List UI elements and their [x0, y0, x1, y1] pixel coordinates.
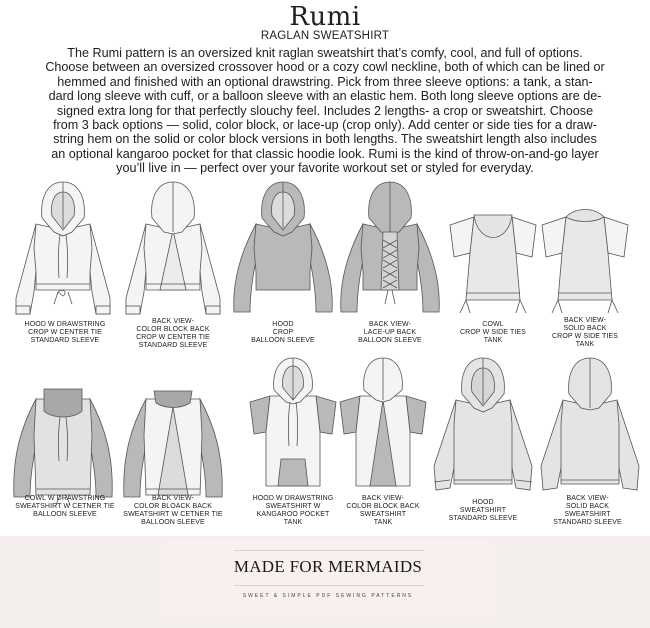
hoodie-back-illustration-icon — [118, 180, 228, 320]
garment-hood-crop-balloon — [228, 180, 338, 320]
brand-logo — [162, 539, 494, 615]
footer-banner — [0, 536, 650, 628]
garment-solid-back-sweatshirt — [535, 356, 645, 496]
garment-caption: BACK VIEW- SOLID BACK SWEATSHIRT STANDARD SLEEVE — [553, 495, 622, 526]
garment-hood-kangaroo-tank — [248, 356, 338, 491]
hoodie-illustration-icon — [228, 180, 338, 320]
garment-caption: BACK VIEW- SOLID BACK CROP W SIDE TIES TANK — [552, 317, 618, 348]
description-line: dard long sleeve with cuff, or a balloon sleeve with an elastic hem. Both long sleeve options are de- — [48, 89, 602, 104]
garment-cowl-sweatshirt — [8, 385, 118, 505]
garment-colorblock-back-tank — [338, 356, 428, 491]
garment-cowl-crop-tank — [448, 205, 538, 315]
hoodie-tank-back-illustration-icon — [338, 356, 428, 491]
sweatshirt-back-illustration-icon — [118, 385, 228, 505]
garment-hood-sweatshirt — [428, 356, 538, 496]
page-title: Rumi — [289, 2, 361, 32]
divider — [234, 585, 424, 586]
description-line: signed extra long for that perfectly slouchy feel. Includes 2 lengths- a crop or sweatshirt. Choose — [56, 103, 594, 118]
hoodie-back-illustration-icon — [535, 356, 645, 496]
garment-caption: HOOD W DRAWSTRING SWEATSHIRT W KANGAROO POCKET TANK — [252, 495, 334, 526]
brand-name: MADE FOR MERMAIDS — [233, 557, 423, 576]
garment-colorblock-back-crop — [118, 180, 228, 320]
divider — [234, 550, 424, 551]
hoodie-illustration-icon — [428, 356, 538, 496]
tank-illustration-icon — [448, 205, 538, 315]
description-line: hemmed and finished with an optional drawstring. Pick from three sleeve options: a tank, a stan- — [57, 74, 593, 89]
tank-back-illustration-icon — [540, 205, 630, 315]
description-line: from 3 back options — solid, color block, or lace-up (crop only). Add center or side ties for a draw- — [53, 118, 597, 133]
brand-tagline: SWEET & SIMPLE PDF SEWING PATTERNS — [242, 593, 414, 599]
hoodie-illustration-icon — [8, 180, 118, 320]
garment-caption: BACK VIEW- LACE-UP BACK BALLOON SLEEVE — [358, 321, 422, 344]
description-line: you’ll live in — perfect over your favorite workout set or styled for everyday. — [116, 161, 534, 176]
garment-caption: BACK VIEW- COLOR BLOCK BACK CROP W CENTER TIE STANDARD SLEEVE — [136, 318, 210, 349]
sweatshirt-illustration-icon — [8, 385, 118, 505]
garment-caption: BACK VIEW- COLOR BLOCK BACK SWEATSHIRT TANK — [346, 495, 420, 526]
hoodie-tank-illustration-icon — [248, 356, 338, 491]
description-line: an optional kangaroo pocket for that classic hoodie look. Rumi is the kind of throw-on-and-go layer — [51, 146, 599, 161]
description-line: string hem on the solid or color block versions in both lengths. The sweatshirt length also includes — [53, 132, 597, 147]
page-subtitle: RAGLAN SWEATSHIRT — [260, 30, 390, 42]
garment-hood-crop-front — [8, 180, 118, 320]
description — [16, 46, 634, 176]
garment-caption: HOOD W DRAWSTRING CROP W CENTER TIE STANDARD SLEEVE — [24, 321, 106, 344]
description-line: Choose between an oversized crossover hood or a cozy cowl neckline, both of which can be lined or — [45, 60, 605, 75]
garment-caption: HOOD CROP BALLOON SLEEVE — [251, 321, 315, 344]
hoodie-back-illustration-icon — [335, 180, 445, 320]
garment-caption: COWL CROP W SIDE TIES TANK — [460, 321, 526, 344]
garment-laceup-back — [335, 180, 445, 320]
garment-colorblock-back-sweatshirt — [118, 385, 228, 505]
garment-caption: HOOD SWEATSHIRT STANDARD SLEEVE — [448, 499, 518, 522]
garment-caption: BACK VIEW- COLOR BLOACK BACK SWEATSHIRT W CETNER TIE BALLOON SLEEVE — [123, 495, 223, 526]
description-line: The Rumi pattern is an oversized knit raglan sweatshirt that’s comfy, cool, and full of options. — [67, 46, 583, 60]
garment-solid-back-crop-tank — [540, 205, 630, 315]
garment-caption: COWL W DRAWSTRING SWEATSHIRT W CETNER TIE BALLOON SLEEVE — [15, 495, 115, 518]
